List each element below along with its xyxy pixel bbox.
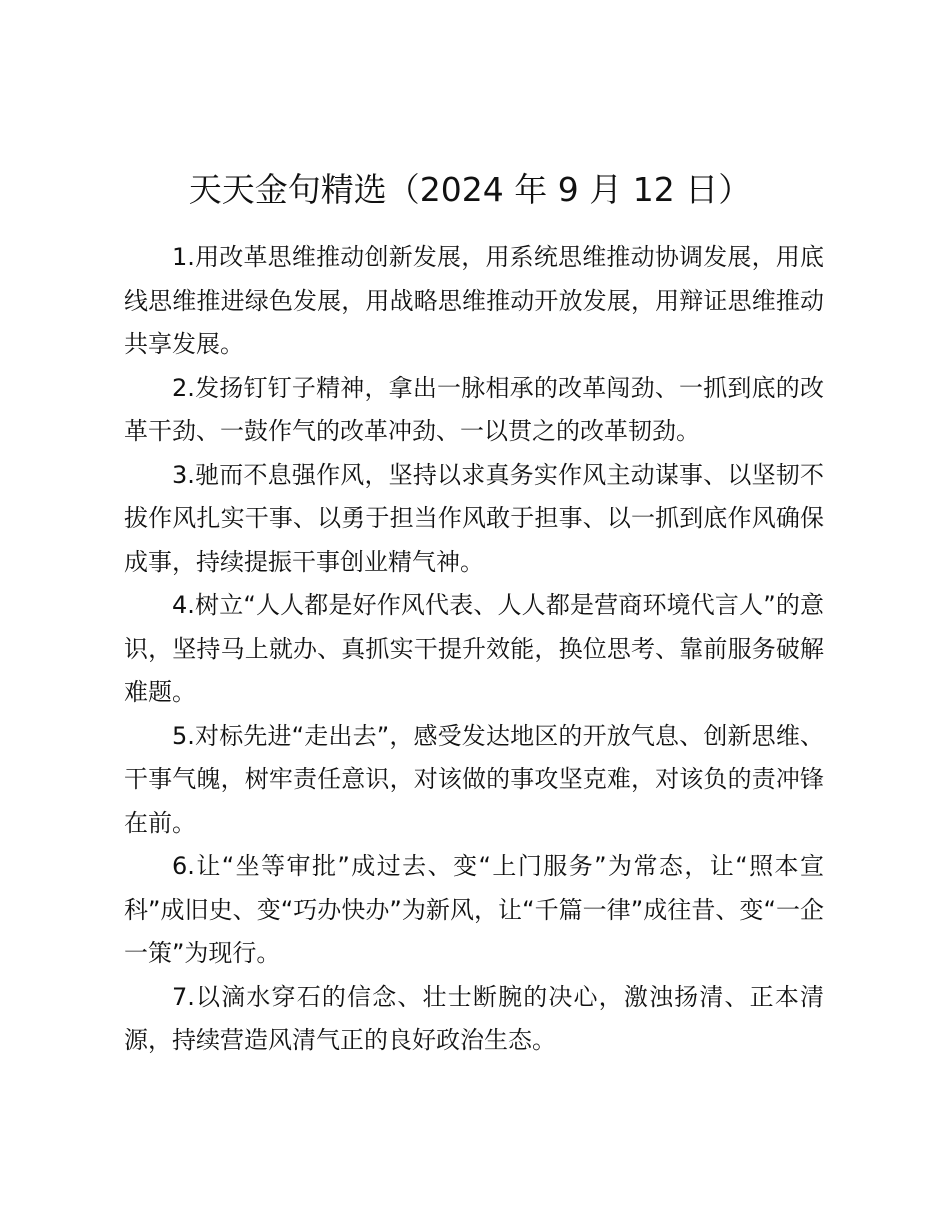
document-body [124, 236, 824, 1063]
paragraph-7: 7.以滴水穿石的信念、壮士断腕的决心，激浊扬清、正本清源，持续营造风清气正的良好政治生态。 [124, 982, 824, 1054]
paragraph-5: 5.对标先进“走出去”，感受发达地区的开放气息、创新思维、干事气魄，树牢责任意识，对该做的事攻坚克难，对该负的责冲锋在前。 [124, 721, 824, 837]
paragraph-6: 6.让“坐等审批”成过去、变“上门服务”为常态，让“照本宣科”成旧史、变“巧办快办”为新风，让“千篇一律”成往昔、变“一企一策”为现行。 [124, 852, 824, 967]
paragraph-1: 1.用改革思维推动创新发展，用系统思维推动协调发展，用底线思维推进绿色发展，用战略思维推动开放发展，用辩证思维推动共享发展。 [124, 243, 824, 358]
paragraph-2: 2.发扬钉钉子精神，拿出一脉相承的改革闯劲、一抓到底的改革干劲、一鼓作气的改革冲劲、一以贯之的改革韧劲。 [124, 373, 824, 445]
paragraph-3: 3.驰而不息强作风，坚持以求真务实作风主动谋事、以坚韧不拔作风扎实干事、以勇于担当作风敢于担事、以一抓到底作风确保成事，持续提振干事创业精气神。 [124, 460, 824, 576]
paragraph-4: 4.树立“人人都是好作风代表、人人都是营商环境代言人”的意识，坚持马上就办、真抓实干提升效能，换位思考、靠前服务破解难题。 [124, 591, 824, 706]
document-title: 天天金句精选（2024 年 9 月 12 日） [188, 170, 752, 209]
